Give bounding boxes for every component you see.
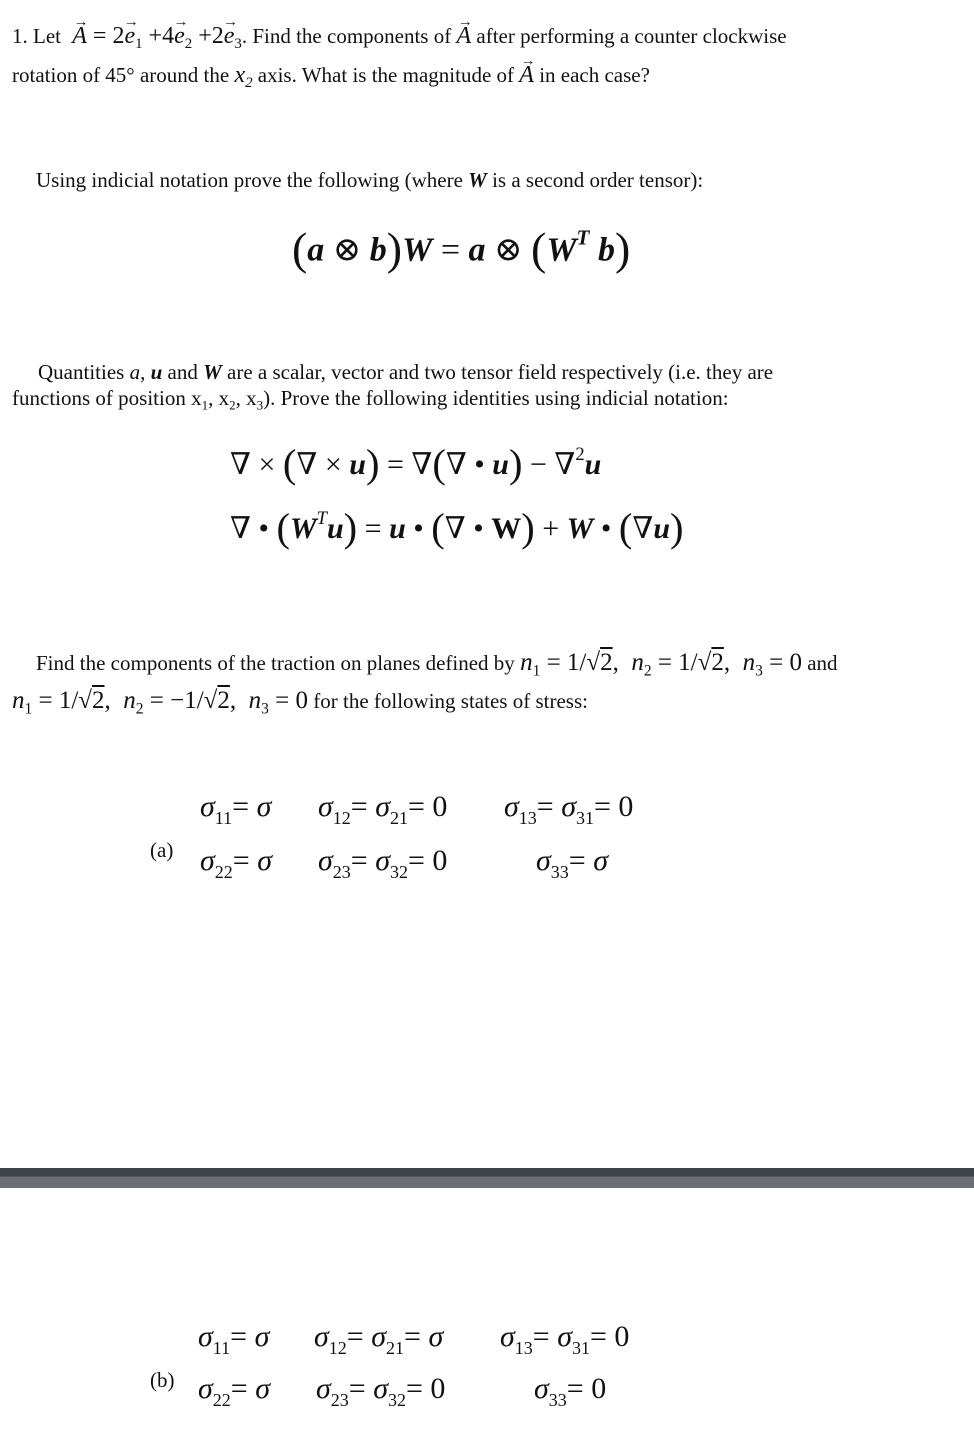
- problem-1-find-text: . Find the components of: [241, 24, 452, 48]
- case-a-label: (a): [150, 838, 174, 862]
- vector-u-symbol: u: [150, 360, 163, 384]
- problem-1-after-text: after performing a counter clockwise: [476, 24, 787, 48]
- problem-4-and-text: and: [807, 651, 838, 675]
- problem-3-position-text: functions of position $x_1$, $x_2$, $x_3$). Prove the following identities using indicial notation:: [12, 386, 729, 413]
- problem-4-line-2: [12, 687, 588, 718]
- vector-a-symbol: → A: [456, 24, 471, 48]
- problem-3-text-1: Quantities: [38, 360, 125, 384]
- normal-vector-2: $n_1 = 1/√2$, $n_2 = -1/√2$, $n_3 = 0$: [12, 687, 308, 718]
- tensor-identity-equation: (a ⊗ b)W = a ⊗ ($W^T$ b): [292, 223, 631, 274]
- divergence-identity: ∇ • $(W^Tu) = u$ • (∇ • W) + W • (∇u): [230, 505, 684, 550]
- problem-1-rotation-text: rotation of 45° around the: [12, 63, 230, 87]
- tensor-w-symbol-2: W: [203, 360, 222, 384]
- problem-3-line-2: [12, 386, 729, 413]
- vector-a-definition: → $A = 2\to e_1 +4\to e_2 +2\to e_3$: [66, 23, 242, 49]
- problem-1-number: 1. Let: [12, 24, 61, 48]
- scalar-a-symbol: a: [129, 360, 141, 384]
- vector-a-symbol-2: → A: [519, 63, 534, 87]
- problem-2-intro-text: Using indicial notation prove the following (where: [36, 168, 463, 192]
- problem-1-magnitude-text: axis. What is the magnitude of: [257, 63, 515, 87]
- curl-curl-identity: ∇ × (∇ × u) = ∇(∇ • u) − ∇$^2$u: [230, 441, 602, 486]
- problem-3-line-1: Quantities a, u and W are a scalar, vector and two tensor field respectively (i.e. they are: [38, 360, 774, 384]
- problem-4-text-1: Find the components of the traction on planes defined by: [36, 651, 515, 675]
- problem-2-intro-text-2: is a second order tensor):: [492, 168, 704, 192]
- problem-3-text-2: are a scalar, vector and two tensor field respectively (i.e. they are: [227, 360, 774, 384]
- tensor-w-symbol: W: [468, 168, 487, 192]
- page-divider: [0, 1168, 974, 1188]
- normal-vector-1: $n_1 = 1/√2$, $n_2 = 1/√2$, $n_3 = 0$: [520, 649, 802, 680]
- problem-4-text-2: for the following states of stress:: [313, 689, 588, 713]
- problem-1-line-2: [12, 62, 650, 92]
- problem-3-and-text: and: [167, 360, 198, 384]
- problem-1-line-1: [12, 23, 787, 53]
- problem-1-case-text: in each case?: [539, 63, 650, 87]
- problem-2-intro: [36, 170, 703, 191]
- problem-4-line-1: [36, 649, 838, 680]
- case-b-label: (b): [150, 1368, 175, 1392]
- x2-axis-symbol: $x_2$: [234, 62, 253, 92]
